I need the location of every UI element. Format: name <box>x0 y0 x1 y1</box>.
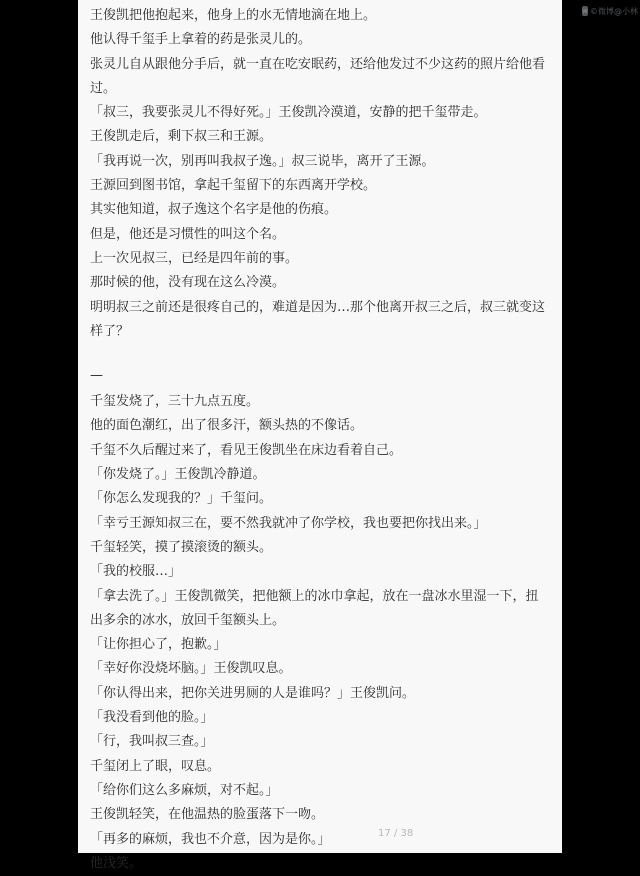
text-line: 但是，他还是习惯性的叫这个名。 <box>90 226 286 242</box>
weibo-logo-icon: w <box>582 7 588 15</box>
text-line: 「我再说一次，别再叫我叔子逸。」叔三说毕，离开了王源。 <box>90 153 435 169</box>
text-line: 王俊凯把他抱起来，他身上的水无情地滴在地上。 <box>90 8 377 23</box>
text-line: 「给你们这么多麻烦，对不起。」 <box>90 782 279 798</box>
text-line: 「叔三，我要张灵儿不得好死。」王俊凯冷漠道，安静的把千玺带走。 <box>90 105 487 121</box>
text-line: 「你认得出来，把你关进男厕的人是谁吗？」王俊凯问。 <box>90 685 416 701</box>
text-line: 「行，我叫叔三查。」 <box>90 734 214 750</box>
text-line: 出多余的冰水，放回千玺额头上。 <box>90 612 286 628</box>
text-line: 千玺闭上了眼，叹息。 <box>90 758 221 774</box>
text-line: 「我的校服…」 <box>90 564 182 580</box>
document-text <box>90 4 552 876</box>
text-line: 「幸好你没烧坏脑。」王俊凯叹息。 <box>90 661 292 677</box>
text-line: 张灵儿自从跟他分手后，就一直在吃安眠药，还给他发过不少这药的照片给他看 <box>90 56 546 72</box>
text-line: 「我没看到他的脸。」 <box>90 710 214 726</box>
text-line: 他浅笑。 <box>90 855 143 871</box>
text-line: 「你怎么发现我的？」千玺问。 <box>90 491 273 507</box>
text-line: 千玺轻笑，摸了摸滚烫的额头。 <box>90 539 273 555</box>
text-line: 「幸亏王源知叔三在，要不然我就冲了你学校，我也要把你找出来。」 <box>90 515 487 531</box>
text-line: 那时候的他，没有现在这么冷漠。 <box>90 275 286 291</box>
text-line: 过。 <box>90 80 117 96</box>
text-line: 明明叔三之前还是很疼自己的，难道是因为…那个他离开叔三之后，叔三就变这 <box>90 299 546 315</box>
text-line: 王源回到图书馆，拿起千玺留下的东西离开学校。 <box>90 178 377 194</box>
watermark-text: ©微博@小林 <box>590 6 638 16</box>
blank-line <box>90 344 552 362</box>
section-divider: — <box>90 368 103 384</box>
text-line: 「拿去洗了。」王俊凯微笑，把他额上的冰巾拿起，放在一盘冰水里湿一下，扭 <box>90 588 539 604</box>
text-line: 样了？ <box>90 323 130 339</box>
text-line: 他的面色潮红，出了很多汗，额头热的不像话。 <box>90 418 364 434</box>
text-line: 其实他知道，叔子逸这个名字是他的伤痕。 <box>90 202 338 218</box>
text-line: 千玺发烧了，三十九点五度。 <box>90 394 260 410</box>
text-line: 王俊凯轻笑，在他温热的脸蛋落下一吻。 <box>90 807 325 823</box>
watermark <box>582 4 638 18</box>
text-line: 「你发烧了。」王俊凯冷静道。 <box>90 467 266 483</box>
text-line: 上一次见叔三，已经是四年前的事。 <box>90 250 299 266</box>
text-line: 「再多的麻烦，我也不介意，因为是你。」 <box>90 831 331 847</box>
text-line: 他认得千玺手上拿着的药是张灵儿的。 <box>90 32 312 48</box>
text-line: 千玺不久后醒过来了，看见王俊凯坐在床边看着自己。 <box>90 442 403 458</box>
text-line: 「让你担心了，抱歉。」 <box>90 637 227 653</box>
document-page <box>78 0 638 871</box>
text-line: 王俊凯走后，剩下叔三和王源。 <box>90 129 273 145</box>
page-indicator: 17 / 38 <box>378 828 414 839</box>
